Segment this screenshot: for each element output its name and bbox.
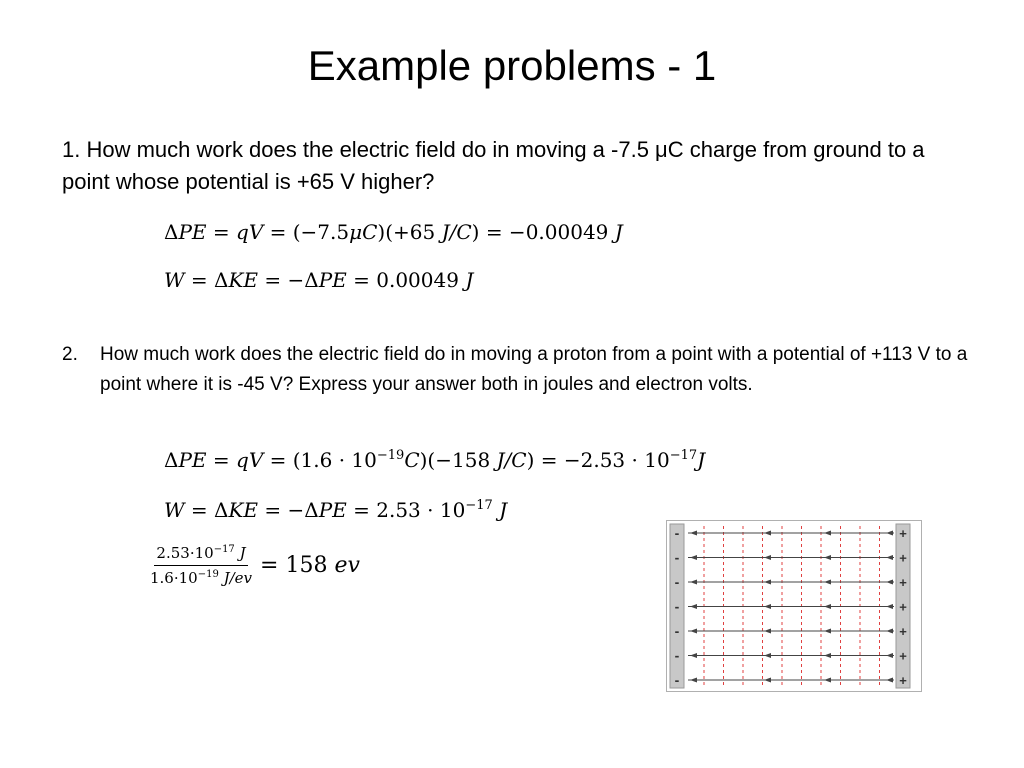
problem-2-equation-1: ΔPE = qV = $(1.6 \cdot 10^{-19}C)(-158$ $J/C) = -2.53 \cdot 10^{-17}J$ — [164, 448, 706, 472]
problem-2-number: 2. — [62, 344, 78, 365]
positive-sign: + — [899, 575, 907, 590]
positive-sign: + — [899, 673, 907, 688]
slide-title: Example problems - 1 — [307, 42, 717, 89]
fraction-denominator: $1.6\cdot 10^{-19}$ J/ev — [150, 569, 253, 587]
problem-1-equation-2: W = ΔKE = −ΔPE = 0.00049 J — [164, 268, 474, 292]
positive-sign: + — [899, 624, 907, 639]
conversion-result: = 158 ev — [260, 553, 360, 578]
field-lines-diagram — [666, 520, 922, 692]
negative-sign: - — [674, 647, 680, 664]
positive-sign: + — [899, 648, 907, 664]
negative-sign: - — [674, 598, 680, 615]
negative-sign: - — [674, 549, 680, 566]
problem-1-equation-1: ΔPE = qV = (−7.5μC)(+65 J/C) = −0.00049 J — [164, 220, 623, 244]
negative-sign: - — [674, 672, 680, 688]
negative-sign: - — [674, 525, 680, 541]
problem-1-text: 1. How much work does the electric field do in moving a -7.5 μC charge from ground to a point whose potential is +65 V higher? — [62, 137, 925, 194]
negative-sign: - — [674, 574, 680, 590]
problem-2-equation-2: $W = \Delta KE = -\Delta PE = 2.53 \cdot 10^{-17}$ J — [164, 498, 508, 522]
electron-volt-conversion — [148, 544, 360, 587]
positive-sign: + — [899, 550, 907, 566]
parallel-plates-figure — [666, 520, 922, 697]
conversion-fraction — [148, 544, 254, 587]
positive-sign: + — [899, 599, 907, 615]
fraction-numerator: $2.53\cdot 10^{-17}$ J — [154, 544, 247, 566]
positive-sign: + — [899, 526, 907, 541]
negative-sign: - — [674, 623, 680, 639]
problem-2-text: How much work does the electric field do in moving a proton from a point with a potential of +113 V to a point where it is -45 V? Express your answer both in joules and electron volts. — [100, 344, 968, 395]
